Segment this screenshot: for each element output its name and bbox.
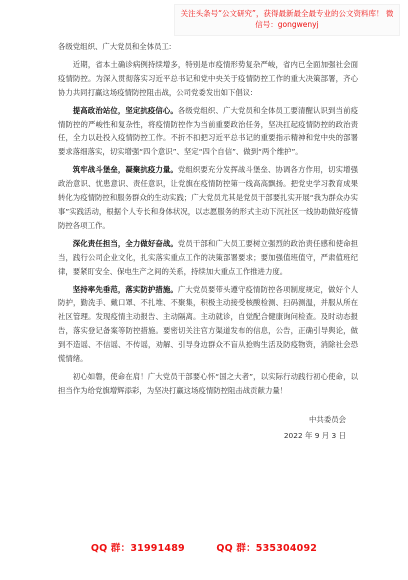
footer-qq-1: QQ 群：31991489 xyxy=(90,543,185,554)
paragraph-body: 近期，省本土确诊病例持续增多，特别是市疫情形势复杂严峻，省内已全面加强社会面疫情防控。为深入贯彻落实习近平总书记和党中央关于疫情防控工作的重大决策部署，齐心协力共同打赢这场疫情防控阻击战，公司党委发出如下倡议: xyxy=(58,59,358,97)
paragraph-responsibility xyxy=(58,237,358,279)
paragraph-lead: 筑牢战斗堡垒，凝聚抗疫力量。 xyxy=(72,165,178,175)
signature-date: 2022 年 9 月 3 日 xyxy=(283,430,346,440)
paragraph-closing xyxy=(58,370,358,398)
promo-banner xyxy=(174,4,400,36)
paragraph-body: 初心如磐，使命在肩！广大党员干部要心怀“国之大者”，以实际行动践行初心使命，以担当作为给党旗增辉添彩，为坚决打赢这场疫情防控阻击战贡献力量！ xyxy=(58,371,358,395)
paragraph-body: 党员干部和广大员工要树立强烈的政治责任感和使命担当，践行公司企业文化，扎实落实重点工作的决策部署要求；要加强值班值守，严肃值班纪律，要紧盯安全、保电生产之间的关系，持续加大重点工作推进力度。 xyxy=(58,238,358,276)
banner-text: 关注头条号“公文研究”，获得最新最全最专业的公文资料库！ 微信号：gongwenyj xyxy=(180,9,394,29)
footer-contact xyxy=(0,540,408,554)
paragraph-fortress xyxy=(58,163,358,233)
paragraph-body: 各级党组织、广大党员和全体员工要清醒认识到当前疫情防控的严峻性和复杂性，将疫情防控作为当前重要政治任务，坚决扛起疫情防控的政治责任，全力以赴投入疫情防控工作。不折不扣把习近平总书记的重要指示精神和党中央的部署要求落细落实，切实增强“四个意识”、坚定“四个自信”、做到“两个维护”。 xyxy=(58,105,358,157)
paragraph-intro xyxy=(58,58,358,100)
paragraph-body: 广大党员要带头遵守疫情防控各项制度规定，做好个人防护，勤洗手、戴口罩、不扎堆、不聚集，积极主动接受核酸检测、扫码测温，并服从所在社区管理。发现疫情主动报告、主动隔离。主动就诊，自觉配合健康询问检查。及时动态报告，落实登记备案等防控措施。要密切关注官方渠道发布的信息，公告，正确引导舆论，做到不造谣、不信谣、不传谣，劝解、引导身边群众不盲从抢购生活及防疫物资，消除社会恐慌情绪。 xyxy=(58,284,358,364)
paragraph-lead: 坚持率先垂范，落实防护措施。 xyxy=(72,284,178,294)
signature-block xyxy=(58,412,346,444)
paragraph-lead: 深化责任担当，全力做好奋战。 xyxy=(72,238,178,248)
paragraph-protection xyxy=(58,283,358,366)
paragraph-lead: 提高政治站位，坚定抗疫信心。 xyxy=(72,105,178,115)
signature-org: 中共委员会 xyxy=(309,414,346,424)
salutation: 各级党组织、广大党员和全体员工: xyxy=(58,42,172,51)
footer-qq-2: QQ 群：535304092 xyxy=(216,543,318,554)
paragraph-body: 党组织要充分发挥战斗堡垒、协调各方作用，切实增强政治意识、忧患意识、责任意识，让党旗在疫情防控第一线高高飘扬。把党史学习教育成果转化为疫情防控和服务群众的生动实践；广大党员尤其是党员干部要扎实开展“我为群众办实事”实践活动，根据个人专长和身体状况，以志愿服务的形式主动下沉社区一线协助做好疫情防控各项工作。 xyxy=(58,165,358,230)
paragraph-political-stance xyxy=(58,104,358,160)
document-body xyxy=(58,40,358,444)
